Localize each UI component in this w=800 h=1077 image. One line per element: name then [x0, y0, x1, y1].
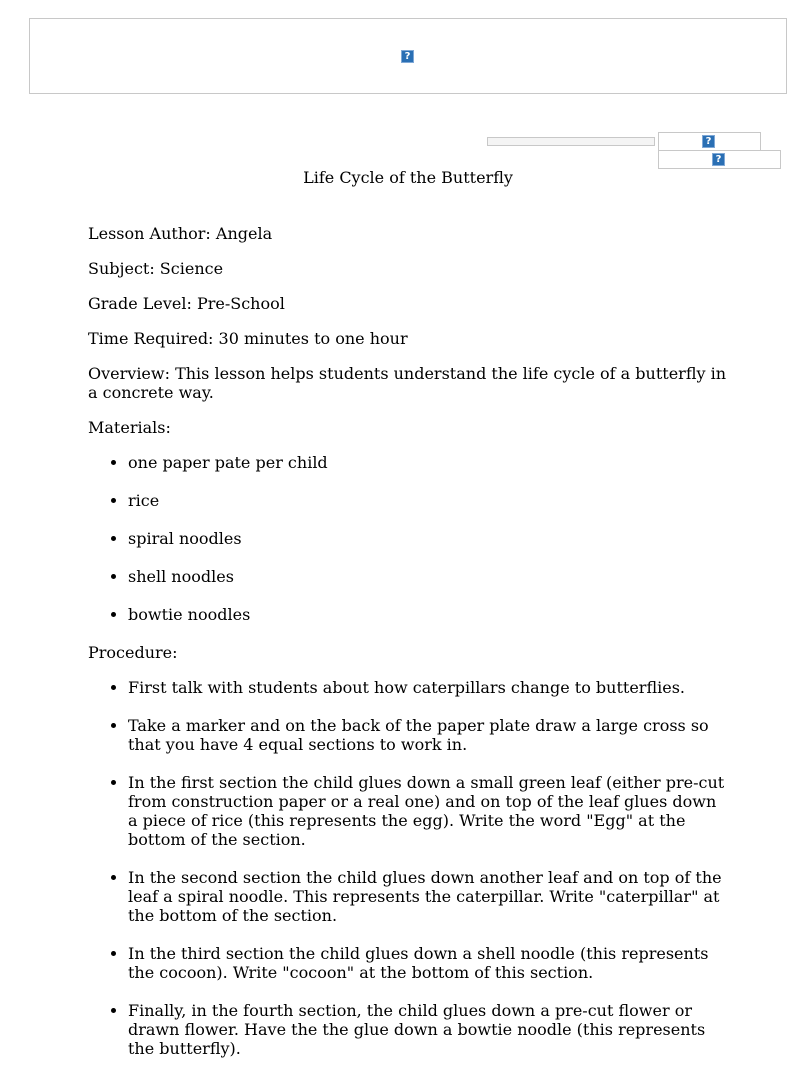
- list-item: • rice: [128, 491, 728, 510]
- list-item: • In the third section the child glues down a shell noodle (this represents the cocoon). Write "cocoon" at the bottom of this section.: [128, 944, 728, 982]
- procedure-list: [88, 678, 728, 1058]
- lesson-subject: Subject: Science: [88, 259, 224, 278]
- top-banner: [29, 18, 787, 94]
- list-item: • First talk with students about how caterpillars change to butterflies.: [128, 678, 728, 697]
- lesson-overview: Overview: This lesson helps students understand the life cycle of a butterfly in a concrete way.: [88, 364, 727, 402]
- page-title: Life Cycle of the Butterfly: [303, 168, 513, 187]
- broken-image-icon: ?: [712, 153, 725, 166]
- list-item: • one paper pate per child: [128, 453, 728, 472]
- lesson-content: [88, 224, 728, 1077]
- lesson-time: Time Required: 30 minutes to one hour: [88, 329, 408, 348]
- list-item: • In the second section the child glues down another leaf and on top of the leaf a spiral noodle. This represents the caterpillar. Write "caterpillar" at the bottom of the section.: [128, 868, 728, 925]
- lesson-author: Lesson Author: Angela: [88, 224, 273, 243]
- widget-box-2[interactable]: [658, 150, 781, 169]
- widget-box-1[interactable]: [658, 132, 761, 151]
- list-item: • Finally, in the fourth section, the child glues down a pre-cut flower or drawn flower. Have the the glue down a bowtie noodle (this represents the butterfly).: [128, 1001, 728, 1058]
- materials-heading: Materials:: [88, 418, 171, 437]
- list-item: • bowtie noodles: [128, 605, 728, 624]
- list-item: • shell noodles: [128, 567, 728, 586]
- materials-list: [88, 453, 728, 624]
- lesson-grade: Grade Level: Pre-School: [88, 294, 285, 313]
- broken-image-icon: ?: [702, 135, 715, 148]
- search-bar[interactable]: [487, 137, 655, 146]
- list-item: • spiral noodles: [128, 529, 728, 548]
- procedure-heading: Procedure:: [88, 643, 178, 662]
- list-item: • Take a marker and on the back of the paper plate draw a large cross so that you have 4 equal sections to work in.: [128, 716, 728, 754]
- list-item: • In the first section the child glues down a small green leaf (either pre-cut from construction paper or a real one) and on top of the leaf glues down a piece of rice (this represents the egg). Write the word "Egg" at the bottom of the section.: [128, 773, 728, 849]
- broken-image-icon: ?: [401, 50, 414, 63]
